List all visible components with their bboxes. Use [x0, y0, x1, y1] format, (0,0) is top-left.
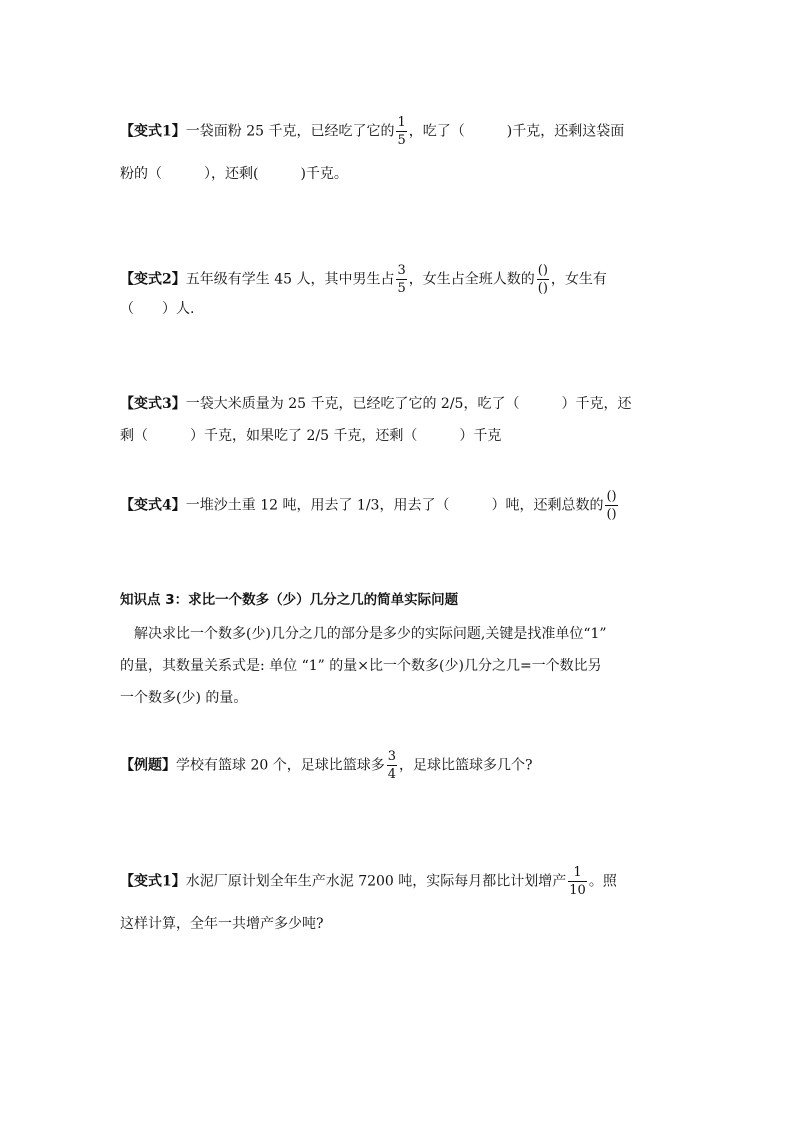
variant1-text-b: ，吃了（ )千克，还剩这袋面 — [408, 123, 625, 140]
fraction-denominator: 4 — [387, 767, 396, 782]
fraction-denominator: 5 — [397, 281, 406, 296]
fraction-numerator: 3 — [387, 749, 396, 764]
variant5-text-b: 。照 — [588, 873, 617, 890]
fraction-denominator: () — [606, 507, 617, 522]
variant1-text-a: 一袋面粉 25 千克，已经吃了它的 — [185, 123, 395, 140]
variant4-line — [120, 490, 620, 521]
example-fraction — [387, 750, 397, 781]
variant2-line2: （ ）人. — [120, 301, 195, 317]
fraction-denominator: () — [537, 281, 548, 296]
knowledge-point-3-paragraph-line3: 一个数多(少) 的量。 — [120, 690, 248, 706]
fraction-numerator: 3 — [397, 263, 406, 278]
variant5-line2: 这样计算，全年一共增产多少吨? — [120, 916, 324, 932]
fraction-numerator: 1 — [573, 865, 582, 880]
variant2-fraction — [396, 264, 406, 295]
variant5-line1 — [120, 866, 617, 897]
variant1-tag: 【变式1】 — [120, 123, 186, 140]
variant3-line2: 剩（ ）千克，如果吃了 2/5 千克，还剩（ ）千克 — [120, 428, 502, 444]
variant2-line1 — [120, 264, 607, 295]
variant3-line1 — [120, 394, 631, 414]
fraction-numerator: () — [537, 263, 548, 278]
fraction-denominator: 5 — [397, 133, 406, 148]
variant1-fraction — [396, 116, 406, 147]
variant3-text: 一袋大米质量为 25 千克，已经吃了它的 2/5，吃了（ ）千克，还 — [185, 396, 632, 412]
fraction-numerator: 1 — [397, 115, 406, 130]
variant5-fraction — [568, 866, 587, 897]
variant4-tag: 【变式4】 — [120, 497, 186, 514]
variant3-tag: 【变式3】 — [120, 396, 186, 412]
example-text-a: 学校有篮球 20 个，足球比篮球多 — [176, 757, 385, 774]
knowledge-point-3-paragraph-line2: 的量，其数量关系式是: 单位 “1” 的量×比一个数多(少)几分之几=一个数比另 — [120, 658, 602, 674]
example-text-b: ，足球比篮球多几个? — [399, 757, 533, 774]
variant4-text: 一堆沙土重 12 吨，用去了 1/3，用去了（ ）吨，还剩总数的 — [185, 497, 604, 514]
example-tag: 【例题】 — [120, 757, 176, 774]
variant5-tag: 【变式1】 — [120, 873, 186, 890]
variant2-tag: 【变式2】 — [120, 271, 186, 288]
variant5-text-a: 水泥厂原计划全年生产水泥 7200 吨，实际每月都比计划增产 — [185, 873, 567, 890]
variant4-blank-fraction — [605, 490, 617, 521]
knowledge-point-3-paragraph-line1: 解决求比一个数多(少)几分之几的部分是多少的实际问题,关键是找准单位“1” — [134, 626, 607, 642]
variant2-text-a: 五年级有学生 45 人，其中男生占 — [185, 271, 395, 288]
fraction-denominator: 10 — [569, 883, 586, 898]
variant1-line1 — [120, 116, 624, 147]
variant1-line2: 粉的（ ），还剩( )千克。 — [120, 166, 348, 182]
knowledge-point-3-heading: 知识点 3：求比一个数多（少）几分之几的简单实际问题 — [120, 592, 459, 608]
fraction-numerator: () — [606, 489, 617, 504]
variant2-text-b: ，女生占全班人数的 — [408, 271, 535, 288]
example-line — [120, 750, 533, 781]
variant2-text-c: ，女生有 — [550, 271, 607, 288]
variant2-blank-fraction — [537, 264, 549, 295]
